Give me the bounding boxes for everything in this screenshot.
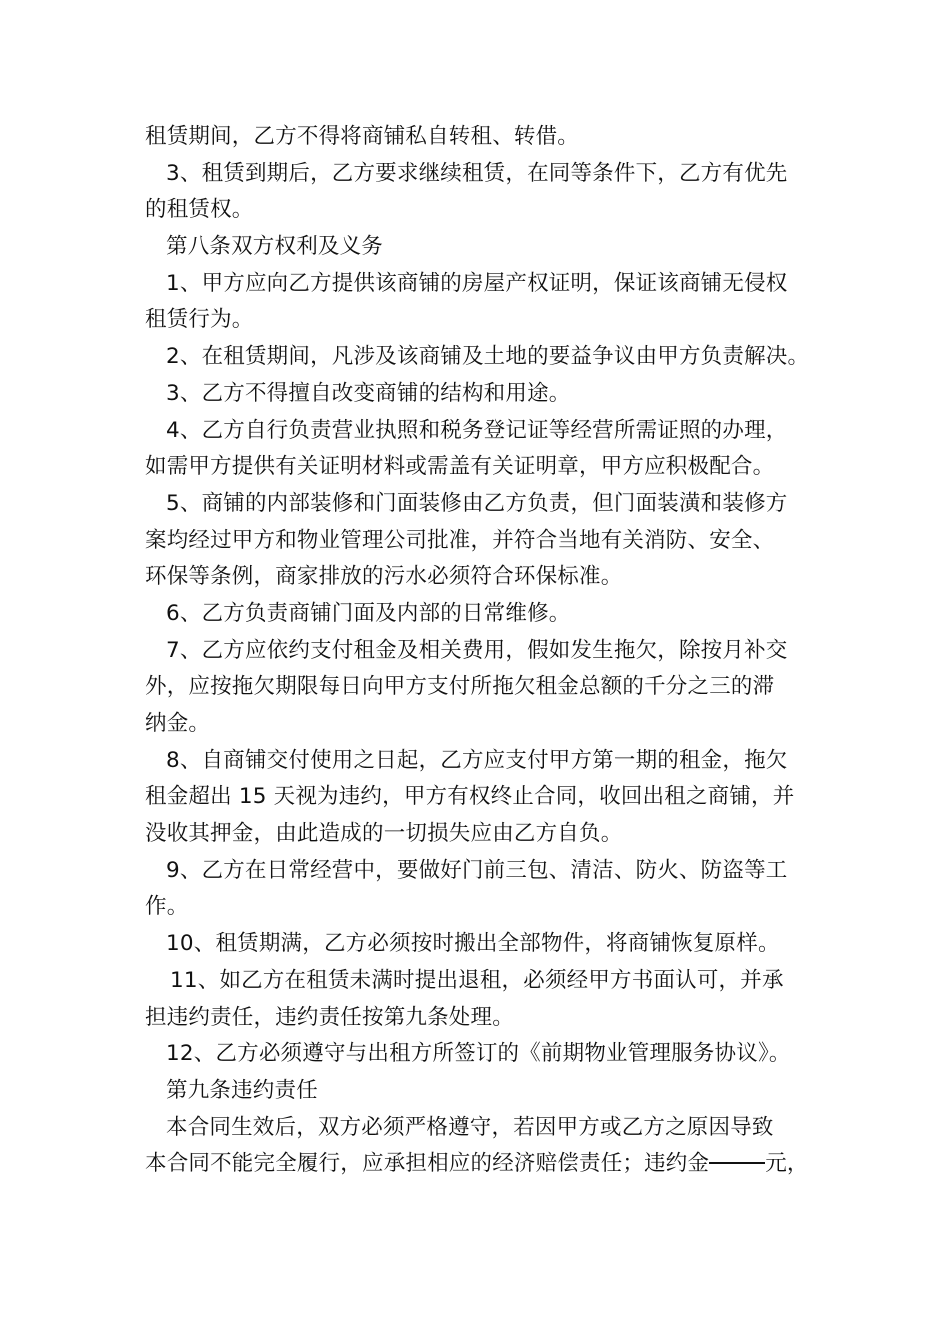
text-line: 10、租赁期满，乙方必须按时搬出全部物件，将商铺恢复原样。 xyxy=(166,931,780,957)
text-line: 没收其押金，由此造成的一切损失应由乙方自负。 xyxy=(145,821,623,847)
fill-in-blank xyxy=(709,1161,765,1164)
text-line: 外，应按拖欠期限每日向甲方支付所拖欠租金总额的千分之三的滞 xyxy=(145,674,775,700)
text-line: 11、如乙方在租赁未满时提出退租，必须经甲方书面认可，并承 xyxy=(170,967,784,993)
text-line: 担违约责任，违约责任按第九条处理。 xyxy=(145,1004,514,1030)
text-line-with-blank xyxy=(145,1146,825,1183)
section-heading: 第八条双方权利及义务 xyxy=(166,234,384,260)
text-line: 如需甲方提供有关证明材料或需盖有关证明章，甲方应积极配合。 xyxy=(145,454,775,480)
section-heading: 第九条违约责任 xyxy=(166,1077,318,1103)
text-line: 1、甲方应向乙方提供该商铺的房屋产权证明，保证该商铺无侵权 xyxy=(166,270,788,296)
text-line: 12、乙方必须遵守与出租方所签订的《前期物业管理服务协议》。 xyxy=(166,1041,791,1067)
text-fragment: 元， xyxy=(765,1151,809,1177)
text-line: 5、商铺的内部装修和门面装修由乙方负责，但门面装潢和装修方 xyxy=(166,490,788,516)
text-line: 租赁期间，乙方不得将商铺私自转租、转借。 xyxy=(145,124,580,149)
text-line: 2、在租赁期间，凡涉及该商铺及土地的要益争议由甲方负责解决。 xyxy=(166,344,810,370)
text-line: 纳金。 xyxy=(145,711,211,736)
text-line: 9、乙方在日常经营中，要做好门前三包、清洁、防火、防盗等工 xyxy=(166,857,788,883)
text-line: 本合同生效后，双方必须严格遵守，若因甲方或乙方之原因导致 xyxy=(166,1114,774,1140)
text-line: 3、租赁到期后，乙方要求继续租赁，在同等条件下，乙方有优先 xyxy=(166,160,788,186)
text-line: 租赁行为。 xyxy=(145,307,254,333)
text-line: 案均经过甲方和物业管理公司批准，并符合当地有关消防、安全、 xyxy=(145,527,775,553)
text-line: 租金超出 15 天视为违约，甲方有权终止合同，收回出租之商铺，并 xyxy=(145,784,795,810)
text-line: 7、乙方应依约支付租金及相关费用，假如发生拖欠，除按月补交 xyxy=(166,637,788,663)
text-fragment: 本合同不能完全履行，应承担相应的经济赔偿责任；违约金 xyxy=(145,1151,710,1177)
text-line: 4、乙方自行负责营业执照和税务登记证等经营所需证照的办理， xyxy=(166,417,788,443)
text-line: 环保等条例，商家排放的污水必须符合环保标准。 xyxy=(145,564,623,590)
text-line: 作。 xyxy=(145,894,189,920)
text-line: 的租赁权。 xyxy=(145,197,254,223)
contract-text-body xyxy=(145,119,825,1183)
text-line: 6、乙方负责商铺门面及内部的日常维修。 xyxy=(166,600,571,626)
text-line: 3、乙方不得擅自改变商铺的结构和用途。 xyxy=(166,380,571,406)
text-line: 8、自商铺交付使用之日起，乙方应支付甲方第一期的租金，拖欠 xyxy=(166,747,788,773)
